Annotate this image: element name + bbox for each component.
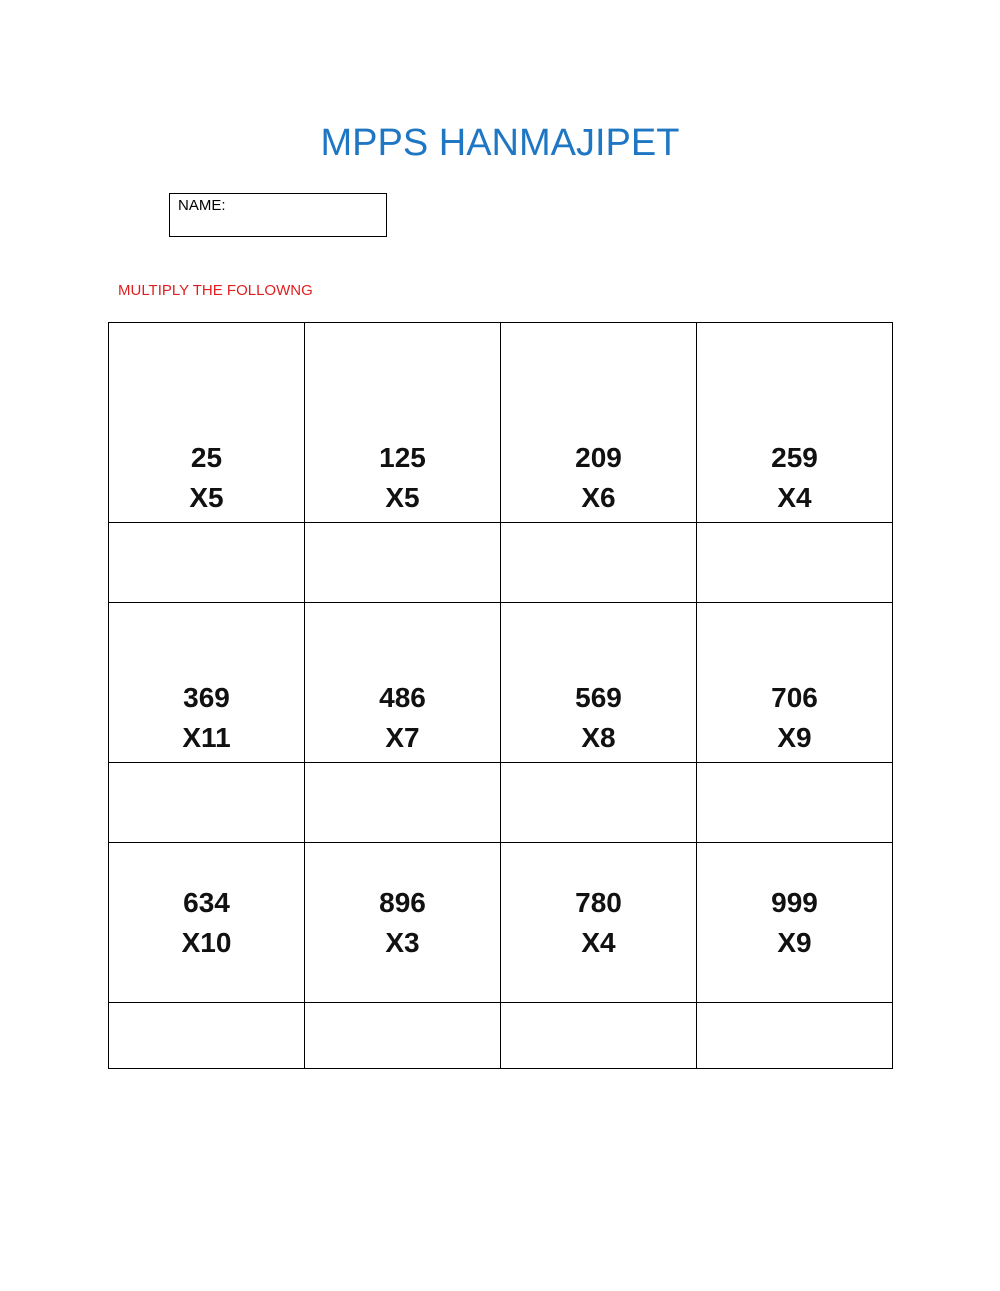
name-label: NAME: — [178, 197, 226, 214]
problem-multiplier: X11 — [182, 722, 231, 753]
problem-number: 209 — [575, 442, 622, 473]
problem-number: 25 — [190, 442, 223, 473]
problem-multiplier: X10 — [181, 927, 232, 958]
answer-cell[interactable] — [305, 763, 501, 843]
answer-row — [109, 523, 893, 603]
problem-cell — [305, 843, 501, 1003]
problem-number: 896 — [379, 887, 426, 918]
answer-cell[interactable] — [109, 763, 305, 843]
problem-multiplier: X4 — [777, 482, 812, 513]
problem-cell — [501, 323, 697, 523]
problem-cell — [109, 843, 305, 1003]
problem-multiplier: X8 — [581, 722, 616, 753]
answer-cell[interactable] — [501, 763, 697, 843]
answer-cell[interactable] — [697, 1003, 893, 1069]
problem-multiplier: X5 — [385, 482, 420, 513]
problem-cell — [697, 843, 893, 1003]
problem-cell — [697, 603, 893, 763]
problem-multiplier: X4 — [581, 927, 616, 958]
problem-multiplier: X9 — [777, 927, 812, 958]
answer-cell[interactable] — [501, 523, 697, 603]
page-title: MPPS HANMAJIPET — [320, 122, 680, 164]
problem-multiplier: X9 — [777, 722, 812, 753]
answer-cell[interactable] — [697, 763, 893, 843]
problem-row — [109, 603, 893, 763]
answer-cell[interactable] — [305, 1003, 501, 1069]
problem-number: 706 — [771, 682, 818, 713]
problem-cell — [109, 603, 305, 763]
problem-number: 780 — [575, 887, 622, 918]
problem-row — [109, 323, 893, 523]
answer-cell[interactable] — [697, 523, 893, 603]
problem-multiplier: X7 — [385, 722, 420, 753]
problem-multiplier: X6 — [581, 482, 616, 513]
answer-cell[interactable] — [109, 1003, 305, 1069]
problem-cell — [109, 323, 305, 523]
problem-cell — [501, 843, 697, 1003]
answer-cell[interactable] — [501, 1003, 697, 1069]
problem-row — [109, 843, 893, 1003]
problem-number: 259 — [771, 442, 818, 473]
problem-number: 634 — [183, 887, 230, 918]
name-field[interactable] — [169, 193, 387, 237]
answer-row — [109, 763, 893, 843]
multiplication-grid — [108, 322, 893, 1069]
problem-multiplier: X5 — [189, 482, 224, 513]
problem-cell — [305, 603, 501, 763]
answer-cell[interactable] — [305, 523, 501, 603]
problem-number: 369 — [183, 682, 230, 713]
problem-multiplier: X3 — [385, 927, 420, 958]
problem-number: 569 — [575, 682, 622, 713]
problem-number: 999 — [771, 887, 818, 918]
answer-row — [109, 1003, 893, 1069]
instruction-text: MULTIPLY THE FOLLOWNG — [118, 282, 313, 299]
problem-cell — [501, 603, 697, 763]
problem-cell — [305, 323, 501, 523]
answer-cell[interactable] — [109, 523, 305, 603]
problem-number: 486 — [379, 682, 426, 713]
problem-number: 125 — [379, 442, 426, 473]
problem-cell — [697, 323, 893, 523]
